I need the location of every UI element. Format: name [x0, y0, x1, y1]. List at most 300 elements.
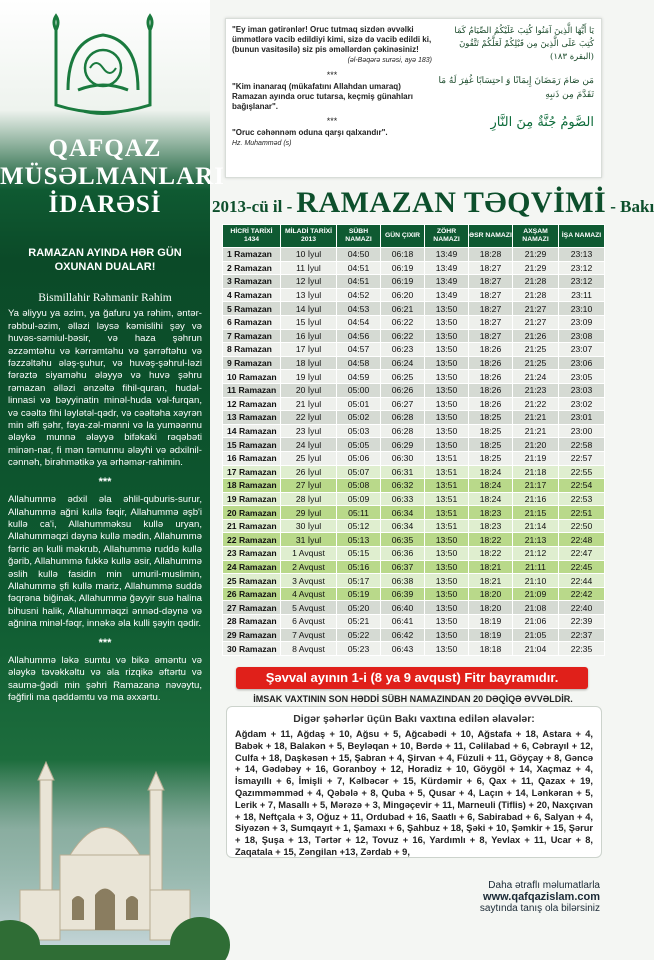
- arabic-quote-3: الصَّومُ جُنَّةٌ مِنَ النَّارِ: [490, 115, 594, 130]
- table-cell: 23:01: [559, 411, 605, 425]
- table-row: [223, 383, 605, 397]
- table-cell: 23:06: [559, 356, 605, 370]
- table-cell: 1 Avqust: [281, 547, 337, 561]
- table-cell: 13:50: [425, 438, 469, 452]
- table-cell: 23:10: [559, 302, 605, 316]
- table-cell: 06:24: [381, 356, 425, 370]
- table-cell: 10 İyul: [281, 248, 337, 262]
- table-cell: 22 İyul: [281, 411, 337, 425]
- table-cell: 06:42: [381, 628, 425, 642]
- table-cell: 13:51: [425, 506, 469, 520]
- table-cell: 13:50: [425, 329, 469, 343]
- table-cell: 22:42: [559, 587, 605, 601]
- table-cell: 5 Avqust: [281, 601, 337, 615]
- table-cell: 18:26: [469, 383, 513, 397]
- table-cell: 23:05: [559, 370, 605, 384]
- table-cell: 05:06: [337, 451, 381, 465]
- table-cell: 06:29: [381, 438, 425, 452]
- table-cell: 3 Ramazan: [223, 275, 281, 289]
- table-cell: 22:39: [559, 615, 605, 629]
- table-cell: 18:22: [469, 547, 513, 561]
- table-cell: 10 Ramazan: [223, 370, 281, 384]
- table-cell: 22:55: [559, 465, 605, 479]
- table-cell: 22:47: [559, 547, 605, 561]
- table-row: [223, 547, 605, 561]
- table-cell: 05:23: [337, 642, 381, 656]
- table-cell: 05:08: [337, 479, 381, 493]
- table-cell: 06:19: [381, 261, 425, 275]
- table-cell: 13:49: [425, 261, 469, 275]
- arabic-quote-1: يَا أَيُّهَا الَّذِينَ آمَنُوا كُتِبَ عَلَيْكُمُ الصِّيَامُ كَمَا كُتِبَ عَلَى الَّذِينَ مِن قَبْلِكُمْ لَعَلَّكُمْ تَتَّقُونَ (البقرة ١٨٣): [454, 26, 594, 62]
- table-row: [223, 424, 605, 438]
- table-cell: 06:30: [381, 451, 425, 465]
- table-row: [223, 587, 605, 601]
- table-cell: 15 İyul: [281, 315, 337, 329]
- table-cell: 13:50: [425, 601, 469, 615]
- table-cell: 24 İyul: [281, 438, 337, 452]
- table-cell: 04:59: [337, 370, 381, 384]
- dua-paragraph-1: Ya əliyyu ya əzim, ya ğafuru ya rəhim, əntər-rəbbul-əzim, əlləzi ləysə kəmislihi şəy və huvəs-səmiul-bəsir, və haza şəhrun əzzəmtəhu və kərrəmtəhu və şərrəftəhu və fəzzəltəhu ələş-şuhur, və huvəş-şəhrul-ləzi fərəztə siyaməhu ələyyə və huvə şəhru rəmazan əlləzi ənzəltə fihil-quran, hudəl-linnasi və bəyyinatin minəl-huda vəl-furqan, və cəəltə fihi ləylətəl-qədr, və cəəltəha xəyrən min əlfi şəhr, fəya-zəl-mənni və la yuməənnu ələykə munnə ələyyə bifəkaki rəqəbəti minən-nar, fi mən təmunnu ələyhi və ədxilnil-cənnəh, birəhmətikə ya ərhəmər-rahimin.: [8, 308, 202, 469]
- table-cell: 13:50: [425, 397, 469, 411]
- table-cell: 05:22: [337, 628, 381, 642]
- table-cell: 04:53: [337, 302, 381, 316]
- title-main: RAMAZAN TƏQVİMİ: [296, 186, 607, 219]
- table-cell: 04:58: [337, 356, 381, 370]
- footer: [400, 880, 600, 914]
- fitr-holiday-banner: Şəvval ayının 1-i (8 ya 9 avqust) Fitr bayramıdır.: [236, 667, 588, 689]
- column-header: MİLADİ TARİXİ 2013: [281, 225, 337, 248]
- table-cell: 21:06: [513, 615, 559, 629]
- table-cell: 21:21: [513, 411, 559, 425]
- table-cell: 13 İyul: [281, 288, 337, 302]
- table-cell: 22:58: [559, 438, 605, 452]
- org-line-1: QAFQAZ: [48, 135, 162, 162]
- table-cell: 12 İyul: [281, 275, 337, 289]
- table-cell: 06:41: [381, 615, 425, 629]
- table-cell: 14 İyul: [281, 302, 337, 316]
- table-cell: 13:49: [425, 275, 469, 289]
- table-cell: 24 Ramazan: [223, 560, 281, 574]
- table-cell: 23:07: [559, 343, 605, 357]
- dua-paragraph-3: Allahummə ləkə sumtu və bikə əməntu və ələykə təvəkkəltu və əla rizqikə əftərtu və saumə-ğədi min şəhri Ramazanə nəvəytu, fəğfirli ma qəddəmtu və ma əxxərtu.: [8, 654, 202, 704]
- table-cell: 06:27: [381, 397, 425, 411]
- table-cell: 26 İyul: [281, 465, 337, 479]
- table-cell: 21:21: [513, 424, 559, 438]
- table-cell: 18:27: [469, 302, 513, 316]
- table-row: [223, 465, 605, 479]
- table-cell: 13:50: [425, 560, 469, 574]
- table-cell: 05:07: [337, 465, 381, 479]
- title-year: 2013-cü il -: [212, 197, 293, 216]
- table-cell: 21:29: [513, 261, 559, 275]
- table-cell: 05:01: [337, 397, 381, 411]
- table-cell: 06:32: [381, 479, 425, 493]
- table-cell: 13:50: [425, 628, 469, 642]
- table-cell: 18:26: [469, 370, 513, 384]
- table-cell: 13:50: [425, 356, 469, 370]
- table-cell: 20 İyul: [281, 383, 337, 397]
- table-row: [223, 519, 605, 533]
- table-cell: 9 Ramazan: [223, 356, 281, 370]
- footer-line-3: saytında tanış ola bilərsiniz: [479, 903, 600, 914]
- table-cell: 18:27: [469, 275, 513, 289]
- table-row: [223, 397, 605, 411]
- table-cell: 22 Ramazan: [223, 533, 281, 547]
- separator-stars: ***: [326, 70, 338, 80]
- table-row: [223, 642, 605, 656]
- org-line-3: İDARƏSİ: [48, 191, 162, 218]
- table-cell: 2 Avqust: [281, 560, 337, 574]
- table-cell: 16 Ramazan: [223, 451, 281, 465]
- table-cell: 18:27: [469, 261, 513, 275]
- table-cell: 05:00: [337, 383, 381, 397]
- table-cell: 06:26: [381, 383, 425, 397]
- table-cell: 21:27: [513, 302, 559, 316]
- table-cell: 13:50: [425, 615, 469, 629]
- table-cell: 05:21: [337, 615, 381, 629]
- table-cell: 18:27: [469, 315, 513, 329]
- table-row: [223, 370, 605, 384]
- dua-paragraph-2: Allahummə ədxil əla əhlil-quburis-surur, Allahummə ağni kullə fəqir, Allahummə əşb'i kullə ca'i, Allahumməksu kullə uryan, Allahumməqzi dəynə kullə mədin, Allahummə fərric ən kulli məkrub, Allahummə ruddə kullə ğərib, Allahummə fukkə kullə əsir, Allahummə əslih kullə fasidin min umuril-muslimin, Allahummə şfi kullə mariz, Allahummə suddə fəqrəna biğinak, Allahummə ğəyyir suə halina bihusni halik, Allahumməqzi ənnəd-dəynə və ağnina minəl-fəqr, innəkə əla kulli şəyin qədir.: [8, 494, 202, 630]
- table-row: [223, 451, 605, 465]
- table-cell: 18:24: [469, 479, 513, 493]
- table-cell: 18:28: [469, 248, 513, 262]
- table-cell: 21:26: [513, 329, 559, 343]
- table-cell: 30 Ramazan: [223, 642, 281, 656]
- footer-line-1: Daha ətraflı məlumatlarla: [488, 880, 600, 891]
- table-cell: 18:21: [469, 574, 513, 588]
- table-cell: 21:15: [513, 506, 559, 520]
- quote-3: "Oruc cəhənnəm oduna qarşı qalxandır".: [232, 128, 388, 137]
- organization-name: [0, 135, 225, 219]
- table-cell: 13 Ramazan: [223, 411, 281, 425]
- table-cell: 06:22: [381, 329, 425, 343]
- table-cell: 22:54: [559, 479, 605, 493]
- table-cell: 13:50: [425, 574, 469, 588]
- table-cell: 13:51: [425, 451, 469, 465]
- column-header: HİCRİ TARİXİ 1434: [223, 225, 281, 248]
- table-row: [223, 302, 605, 316]
- quote-1-source: (əl-Bəqərə surəsi, ayə 183): [347, 57, 432, 64]
- table-row: [223, 411, 605, 425]
- city-offsets-list: Ağdam + 11, Ağdaş + 10, Ağsu + 5, Ağcabədi + 10, Ağstafa + 18, Astara + 4, Babək + 18, Balakən + 5, Beyləqan + 10, Bərdə + 11, Cəlilabad + 6, Cəbrayıl + 12, Culfa + 18, Daşkəsən + 15, Şabran + 4, Şirvan + 4, Füzuli + 11, Göyçay + 8, Gəncə + 14, Gədəbəy + 16, Goranboy + 12, Horadiz + 10, Göygöl + 14, Xaçmaz + 4, İsmayıllı + 6, İmişli + 7, Kəlbəcər + 15, Kürdəmir + 6, Qax + 11, Qazax + 19, Qazımməmməd + 4, Qəbələ + 8, Quba + 5, Qusar + 4, Laçın + 14, Lənkəran + 5, Lerik + 7, Masallı + 5, Mərəzə + 3, Mingəçevir + 11, Marneuli (Tiflis) + 20, Naxçıvan + 18, Neftçala + 3, Oğuz + 11, Ordubad + 16, Saatlı + 6, Sabirabad + 6, Salyan + 4, Siyəzən + 3, Sumqayıt + 1, Şamaxı + 6, Şahbuz + 18, Şəki + 10, Şəmkir + 15, Şərur + 18, Şuşa + 13, Tərtər + 12, Tovuz + 16, Yardımlı + 8, Yevlax + 11, Ucar + 8, Zaqatala + 15, Zəngilan +13, Zərdab + 9,: [235, 729, 593, 857]
- table-cell: 04:51: [337, 275, 381, 289]
- table-row: [223, 315, 605, 329]
- table-cell: 18:21: [469, 560, 513, 574]
- website-link[interactable]: www.qafqazislam.com: [483, 891, 600, 903]
- table-cell: 13:50: [425, 533, 469, 547]
- table-cell: 18:20: [469, 587, 513, 601]
- table-cell: 19 İyul: [281, 370, 337, 384]
- table-cell: 22:51: [559, 506, 605, 520]
- table-row: [223, 438, 605, 452]
- table-cell: 4 Avqust: [281, 587, 337, 601]
- table-cell: 21:29: [513, 248, 559, 262]
- table-cell: 06:19: [381, 275, 425, 289]
- table-cell: 06:38: [381, 574, 425, 588]
- table-cell: 18:25: [469, 438, 513, 452]
- table-cell: 23:08: [559, 329, 605, 343]
- separator-stars: ***: [98, 475, 112, 488]
- table-cell: 18:27: [469, 288, 513, 302]
- table-cell: 27 Ramazan: [223, 601, 281, 615]
- table-row: [223, 574, 605, 588]
- table-cell: 23:03: [559, 383, 605, 397]
- table-cell: 21:17: [513, 479, 559, 493]
- table-cell: 22:40: [559, 601, 605, 615]
- table-cell: 05:19: [337, 587, 381, 601]
- table-cell: 23:09: [559, 315, 605, 329]
- table-cell: 13:50: [425, 383, 469, 397]
- table-cell: 04:54: [337, 315, 381, 329]
- table-cell: 06:39: [381, 587, 425, 601]
- table-cell: 13:50: [425, 343, 469, 357]
- timetable: [222, 224, 605, 656]
- table-cell: 18:24: [469, 492, 513, 506]
- table-cell: 18:27: [469, 329, 513, 343]
- quotes-panel: [225, 18, 602, 178]
- quote-3-source: Hz. Muhamməd (s): [232, 140, 292, 147]
- table-cell: 13:50: [425, 302, 469, 316]
- table-cell: 18:25: [469, 451, 513, 465]
- table-header-row: [223, 225, 605, 248]
- table-row: [223, 356, 605, 370]
- table-cell: 25 Ramazan: [223, 574, 281, 588]
- table-cell: 23:12: [559, 275, 605, 289]
- table-cell: 6 Avqust: [281, 615, 337, 629]
- table-cell: 16 İyul: [281, 329, 337, 343]
- table-cell: 18:24: [469, 465, 513, 479]
- table-row: [223, 628, 605, 642]
- table-cell: 18 İyul: [281, 356, 337, 370]
- column-header: GÜN ÇIXIR: [381, 225, 425, 248]
- table-cell: 31 İyul: [281, 533, 337, 547]
- table-cell: 20 Ramazan: [223, 506, 281, 520]
- table-row: [223, 343, 605, 357]
- table-cell: 18:26: [469, 356, 513, 370]
- table-row: [223, 248, 605, 262]
- city-offsets-panel: [226, 706, 602, 858]
- ramadan-timetable: [222, 224, 604, 656]
- table-cell: 19 Ramazan: [223, 492, 281, 506]
- table-cell: 06:18: [381, 248, 425, 262]
- table-cell: 05:09: [337, 492, 381, 506]
- table-cell: 06:28: [381, 411, 425, 425]
- column-header: İŞA NAMAZI: [559, 225, 605, 248]
- table-cell: 23 İyul: [281, 424, 337, 438]
- table-cell: 25 İyul: [281, 451, 337, 465]
- table-cell: 14 Ramazan: [223, 424, 281, 438]
- table-cell: 04:52: [337, 288, 381, 302]
- table-cell: 15 Ramazan: [223, 438, 281, 452]
- arabic-quote-2: مَن صَامَ رَمَضَانَ إِيمَانًا وَ احتِسَابًا غُفِرَ لَهُ مَا تَقَدَّمَ مِن ذَنبِهِ: [438, 76, 594, 100]
- table-cell: 13:50: [425, 547, 469, 561]
- left-panel: [0, 0, 225, 960]
- table-row: [223, 560, 605, 574]
- table-cell: 29 Ramazan: [223, 628, 281, 642]
- mosque-illustration-icon: [0, 760, 210, 960]
- table-cell: 05:03: [337, 424, 381, 438]
- table-cell: 6 Ramazan: [223, 315, 281, 329]
- table-cell: 21:20: [513, 438, 559, 452]
- table-row: [223, 275, 605, 289]
- separator-stars: ***: [98, 636, 112, 649]
- table-cell: 22:50: [559, 519, 605, 533]
- table-cell: 21:16: [513, 492, 559, 506]
- table-cell: 06:25: [381, 370, 425, 384]
- table-cell: 21 İyul: [281, 397, 337, 411]
- table-cell: 13:51: [425, 465, 469, 479]
- table-cell: 13:51: [425, 492, 469, 506]
- table-cell: 05:12: [337, 519, 381, 533]
- table-cell: 29 İyul: [281, 506, 337, 520]
- table-cell: 21:24: [513, 370, 559, 384]
- table-cell: 21:14: [513, 519, 559, 533]
- table-cell: 21:11: [513, 560, 559, 574]
- table-row: [223, 601, 605, 615]
- table-cell: 05:15: [337, 547, 381, 561]
- table-cell: 06:22: [381, 315, 425, 329]
- table-cell: 04:51: [337, 261, 381, 275]
- table-cell: 23:13: [559, 248, 605, 262]
- table-cell: 21:22: [513, 397, 559, 411]
- table-cell: 30 İyul: [281, 519, 337, 533]
- table-cell: 22:57: [559, 451, 605, 465]
- table-row: [223, 288, 605, 302]
- table-cell: 21:19: [513, 451, 559, 465]
- table-cell: 8 Ramazan: [223, 343, 281, 357]
- table-cell: 21 Ramazan: [223, 519, 281, 533]
- table-cell: 13:50: [425, 315, 469, 329]
- table-cell: 28 İyul: [281, 492, 337, 506]
- table-cell: 27 İyul: [281, 479, 337, 493]
- table-cell: 13:50: [425, 411, 469, 425]
- table-cell: 18:19: [469, 615, 513, 629]
- table-cell: 06:20: [381, 288, 425, 302]
- table-cell: 06:28: [381, 424, 425, 438]
- table-cell: 26 Ramazan: [223, 587, 281, 601]
- table-cell: 05:05: [337, 438, 381, 452]
- table-cell: 4 Ramazan: [223, 288, 281, 302]
- table-cell: 06:33: [381, 492, 425, 506]
- table-cell: 13:51: [425, 519, 469, 533]
- table-cell: 18:23: [469, 519, 513, 533]
- org-line-2: MÜSƏLMANLARI: [0, 163, 225, 190]
- table-cell: 05:17: [337, 574, 381, 588]
- table-cell: 18:25: [469, 411, 513, 425]
- table-cell: 06:37: [381, 560, 425, 574]
- table-cell: 06:21: [381, 302, 425, 316]
- table-cell: 21:18: [513, 465, 559, 479]
- table-cell: 17 Ramazan: [223, 465, 281, 479]
- table-cell: 06:23: [381, 343, 425, 357]
- table-cell: 23:02: [559, 397, 605, 411]
- table-row: [223, 329, 605, 343]
- table-cell: 5 Ramazan: [223, 302, 281, 316]
- table-row: [223, 261, 605, 275]
- table-cell: 05:20: [337, 601, 381, 615]
- table-cell: 13:50: [425, 587, 469, 601]
- column-header: AXŞAM NAMAZI: [513, 225, 559, 248]
- table-cell: 1 Ramazan: [223, 248, 281, 262]
- table-cell: 21:28: [513, 275, 559, 289]
- page-title: [212, 186, 654, 220]
- table-cell: 21:28: [513, 288, 559, 302]
- city-offsets-heading: Digər şəhərlər üçün Bakı vaxtına edilən əlavələr:: [293, 713, 535, 725]
- table-cell: 18:20: [469, 601, 513, 615]
- table-cell: 12 Ramazan: [223, 397, 281, 411]
- table-cell: 06:36: [381, 547, 425, 561]
- table-cell: 18:26: [469, 397, 513, 411]
- table-cell: 8 Avqust: [281, 642, 337, 656]
- table-cell: 21:08: [513, 601, 559, 615]
- table-cell: 2 Ramazan: [223, 261, 281, 275]
- column-header: ZÖHR NAMAZI: [425, 225, 469, 248]
- table-cell: 06:31: [381, 465, 425, 479]
- table-body: [223, 248, 605, 656]
- table-cell: 18:18: [469, 642, 513, 656]
- table-cell: 04:57: [337, 343, 381, 357]
- table-cell: 18:22: [469, 533, 513, 547]
- table-cell: 21:25: [513, 343, 559, 357]
- table-cell: 13:49: [425, 288, 469, 302]
- table-cell: 21:25: [513, 356, 559, 370]
- table-cell: 21:09: [513, 587, 559, 601]
- table-cell: 22:45: [559, 560, 605, 574]
- table-cell: 05:02: [337, 411, 381, 425]
- table-cell: 04:50: [337, 248, 381, 262]
- quote-1: "Ey iman gətirənlər! Oruc tutmaq sizdən əvvəlki ümmətlərə vacib edildiyi kimi, sizə də vacib edildi ki, (bunun vasitəsilə) siz pis əməllərdən çəkinəsiniz!: [232, 25, 432, 54]
- table-cell: 21:27: [513, 315, 559, 329]
- table-cell: 21:12: [513, 547, 559, 561]
- column-header: ƏSR NAMAZI: [469, 225, 513, 248]
- table-cell: 22:44: [559, 574, 605, 588]
- table-cell: 05:11: [337, 506, 381, 520]
- table-cell: 06:35: [381, 533, 425, 547]
- table-cell: 3 Avqust: [281, 574, 337, 588]
- quote-2: "Kim inanaraq (mükafatını Allahdan umaraq) Ramazan ayında oruc tutarsa, keçmiş günahları bağışlanar".: [232, 82, 413, 111]
- table-cell: 04:56: [337, 329, 381, 343]
- table-cell: 06:40: [381, 601, 425, 615]
- quotes-arabic: [438, 25, 594, 132]
- table-cell: 22:48: [559, 533, 605, 547]
- table-cell: 18:23: [469, 506, 513, 520]
- table-cell: 17 İyul: [281, 343, 337, 357]
- table-cell: 18:19: [469, 628, 513, 642]
- table-cell: 13:50: [425, 424, 469, 438]
- title-city: - Bakı: [610, 197, 654, 216]
- table-cell: 23:00: [559, 424, 605, 438]
- table-cell: 13:50: [425, 370, 469, 384]
- bismillah: Bismillahir Rəhmanir Rəhim: [38, 292, 172, 304]
- table-cell: 18 Ramazan: [223, 479, 281, 493]
- table-cell: 23 Ramazan: [223, 547, 281, 561]
- table-cell: 22:53: [559, 492, 605, 506]
- table-cell: 21:10: [513, 574, 559, 588]
- table-cell: 23:12: [559, 261, 605, 275]
- table-cell: 23:11: [559, 288, 605, 302]
- column-header: SÜBH NAMAZI: [337, 225, 381, 248]
- table-row: [223, 506, 605, 520]
- table-cell: 22:35: [559, 642, 605, 656]
- table-cell: 22:37: [559, 628, 605, 642]
- table-cell: 06:34: [381, 519, 425, 533]
- table-row: [223, 492, 605, 506]
- table-cell: 13:49: [425, 248, 469, 262]
- table-cell: 05:13: [337, 533, 381, 547]
- table-cell: 11 Ramazan: [223, 383, 281, 397]
- table-cell: 05:16: [337, 560, 381, 574]
